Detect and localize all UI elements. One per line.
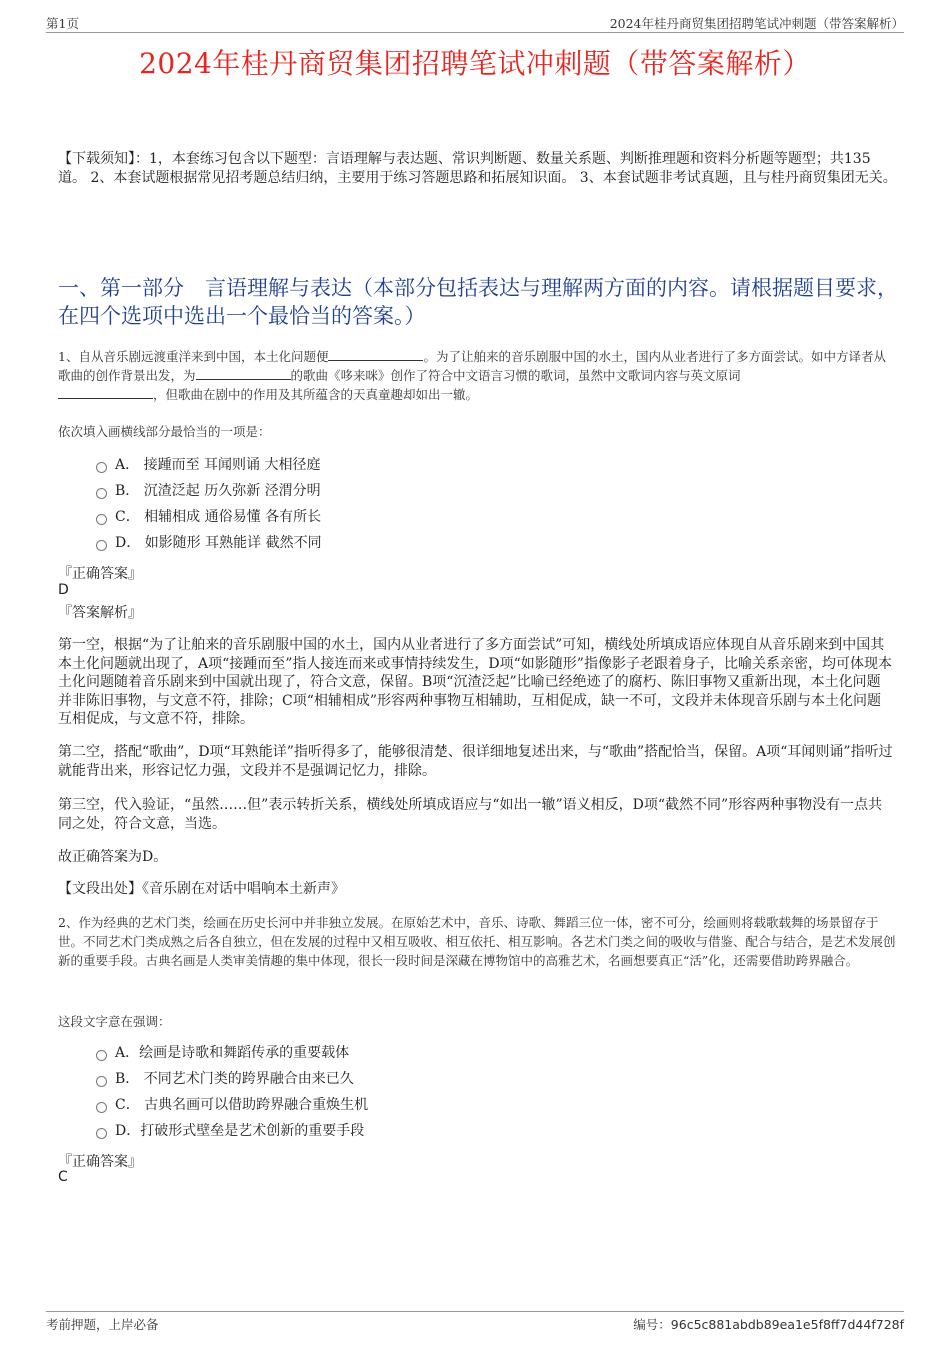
analysis-paragraph-2: 第二空，搭配“歌曲”，D项“耳熟能详”指听得多了，能够很清楚、很详细地复述出来，与“歌曲”搭配恰当，保留。A项“耳闻则诵”指听过就能背出来，形容记忆力强，文段并不是强调记忆力，排除。 — [58, 744, 893, 779]
analysis-paragraph-3: 第三空，代入验证，“虽然……但”表示转折关系，横线处所填成语应与“如出一辙”语义相反，D项“截然不同”形容两种事物没有一点共同之处，符合文意，当选。 — [58, 797, 883, 832]
question-2-text: 2、作为经典的艺术门类，绘画在历史长河中并非独立发展。在原始艺术中，音乐、诗歌、舞蹈三位一体，密不可分，绘画则将载歌载舞的场景留存于世。不同艺术门类成熟之后各自独立，但在发展的过程中又相互吸收、相互依托、相互影响。各艺术门类之间的吸收与借鉴、配合与结合，是艺术发展创新的重要手段。古典名画是人类审美情趣的集中体现，很长一段时间是深藏在博物馆中的高雅艺术，名画想要真正“活”化，还需要借助跨界融合。 — [58, 915, 896, 968]
option-c[interactable] — [96, 1092, 368, 1118]
radio-icon[interactable] — [96, 514, 107, 525]
footer-code-value: 96c5c881abdb89ea1e5f8ff7d44f728f — [670, 1317, 904, 1332]
option-c[interactable] — [96, 504, 322, 530]
option-text: 绘画是诗歌和舞蹈传承的重要载体 — [139, 1045, 350, 1061]
radio-icon[interactable] — [96, 462, 107, 473]
question-1-options — [96, 452, 322, 556]
option-text: 接踵而至 耳闻则诵 大相径庭 — [143, 457, 321, 473]
q1-text-seg1: 1、自从音乐剧远渡重洋来到中国，本土化问题便 — [58, 349, 329, 364]
radio-icon[interactable] — [96, 1050, 107, 1061]
option-letter: C． — [115, 1097, 140, 1113]
document-title: 2024年桂丹商贸集团招聘笔试冲刺题（带答案解析） — [139, 47, 811, 80]
option-a[interactable] — [96, 1040, 368, 1066]
option-text: 古典名画可以借助跨界融合重焕生机 — [144, 1097, 369, 1113]
option-letter: B． — [115, 483, 140, 499]
radio-icon[interactable] — [96, 540, 107, 551]
option-text: 相辅相成 通俗易懂 各有所长 — [144, 509, 322, 525]
question-1-text — [58, 347, 898, 404]
footer-code — [633, 1315, 904, 1333]
question-1-prompt: 依次填入画横线部分最恰当的一项是： — [58, 424, 271, 439]
option-a[interactable] — [96, 452, 322, 478]
option-text: 不同艺术门类的跨界融合由来已久 — [143, 1071, 354, 1087]
option-letter: A． — [115, 1045, 140, 1061]
option-letter: D． — [115, 1123, 141, 1139]
footer-slogan: 考前押题，上岸必备 — [46, 1317, 159, 1332]
blank-1 — [328, 348, 423, 361]
option-b[interactable] — [96, 478, 322, 504]
option-letter: B． — [115, 1071, 140, 1087]
radio-icon[interactable] — [96, 1076, 107, 1087]
answer-label: 『正确答案』 — [58, 566, 142, 582]
option-letter: C． — [115, 509, 140, 525]
option-text: 打破形式壁垒是艺术创新的重要手段 — [140, 1123, 365, 1139]
page-header — [46, 14, 904, 33]
option-letter: D． — [115, 535, 141, 551]
blank-3 — [58, 386, 153, 399]
answer-value: C — [58, 1169, 68, 1185]
radio-icon[interactable] — [96, 1102, 107, 1113]
analysis-label: 『答案解析』 — [58, 605, 142, 621]
q1-text-seg4: ，但歌曲在剧中的作用及其所蕴含的天真童趣却如出一辙。 — [153, 387, 479, 402]
option-d[interactable] — [96, 530, 322, 556]
q1-text-seg2: 。为了让舶来的音乐剧服中国的水土，国内从业者进行了多方面尝试。如中方译者从歌曲的创作背景出发，为 — [58, 349, 886, 383]
analysis-paragraph-1: 第一空，根据“为了让舶来的音乐剧服中国的水土，国内从业者进行了多方面尝试”可知，横线处所填成语应体现自从音乐剧来到中国其本土化问题就出现了，A项“接踵而至”指人接连而来或事情持续发生，D项“如影随形”指像影子老跟着身子，比喻关系亲密，均可体现本土化问题随着音乐剧来到中国就出现了，符合文意，保留。B项“沉渣泛起”比喻已经绝迹了的腐朽、陈旧事物又重新出现，本土化问题并非陈旧事物，与文意不符，排除；C项“相辅相成”形容两种事物互相辅助，互相促成，缺一不可，文段并未体现音乐剧与本土化问题互相促成，与文意不符，排除。 — [58, 637, 892, 727]
section-heading: 一、第一部分 言语理解与表达（本部分包括表达与理解两方面的内容。请根据题目要求，在四个选项中选出一个最恰当的答案。） — [58, 276, 898, 328]
download-notice: 【下载须知】：1，本套练习包含以下题型：言语理解与表达题、常识判断题、数量关系题、判断推理题和资料分析题等题型；共135道。 2、本套试题根据常见招考题总结归纳，主要用于练习答题思路和拓展知识面。 3、本套试题非考试真题，且与桂丹商贸集团无关。 — [58, 151, 897, 186]
answer-label: 『正确答案』 — [58, 1154, 142, 1170]
footer-code-label: 编号： — [633, 1317, 671, 1332]
radio-icon[interactable] — [96, 1128, 107, 1139]
question-2-prompt: 这段文字意在强调： — [58, 1014, 171, 1029]
radio-icon[interactable] — [96, 488, 107, 499]
blank-2 — [196, 367, 291, 380]
header-doc-title: 2024年桂丹商贸集团招聘笔试冲刺题（带答案解析） — [609, 16, 904, 31]
page-footer — [46, 1311, 904, 1336]
source-citation: 【文段出处】《音乐剧在对话中唱响本土新声》 — [58, 881, 345, 897]
question-2-options — [96, 1040, 368, 1144]
option-b[interactable] — [96, 1066, 368, 1092]
option-text: 如影随形 耳熟能详 截然不同 — [144, 535, 322, 551]
option-d[interactable] — [96, 1118, 368, 1144]
analysis-conclusion: 故正确答案为D。 — [58, 849, 168, 865]
option-text: 沉渣泛起 历久弥新 泾渭分明 — [143, 483, 321, 499]
option-letter: A． — [115, 457, 140, 473]
q1-text-seg3: 的歌曲《哆来咪》创作了符合中文语言习惯的歌词，虽然中文歌词内容与英文原词 — [290, 368, 741, 383]
page-number: 第1页 — [46, 16, 79, 31]
answer-value: D — [58, 582, 69, 598]
